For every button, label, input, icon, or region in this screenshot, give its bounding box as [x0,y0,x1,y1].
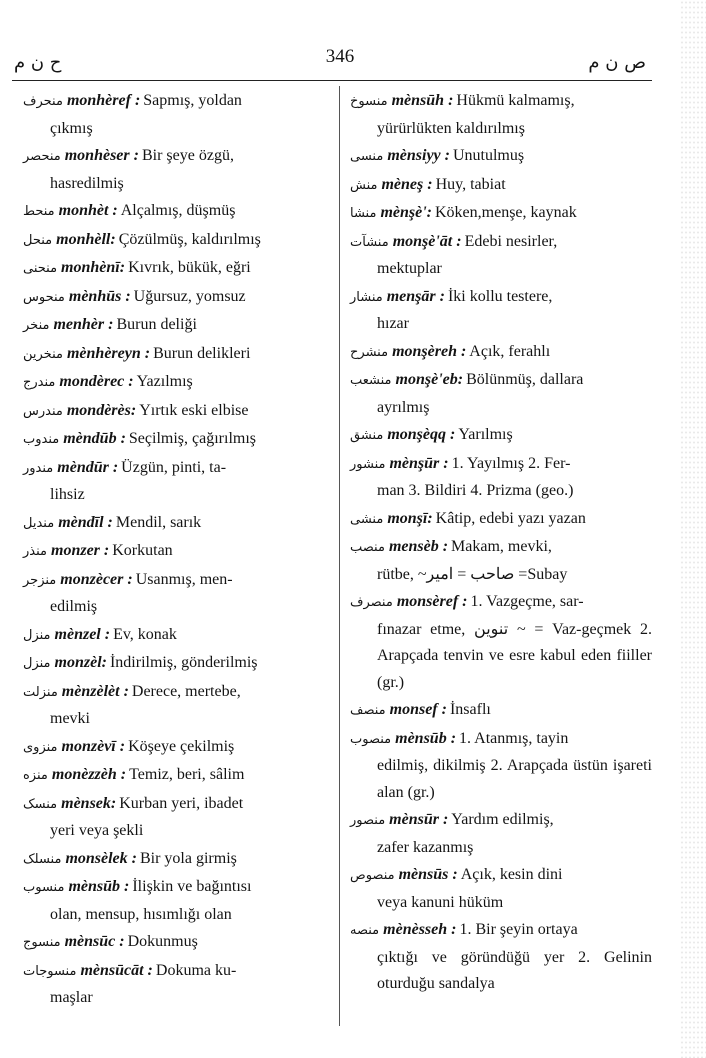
dictionary-entry [23,88,325,142]
entry-headword: mondèrec : [59,373,134,390]
dictionary-entry [350,88,652,142]
dictionary-entry [23,510,325,538]
entry-headword: mènsūs : [398,866,458,883]
entry-headword: monzècer : [60,570,133,588]
entry-headword: mènşūr : [389,454,449,472]
entry-arabic-script: منشور [350,456,386,472]
left-column [23,88,325,1013]
header-letters-right: ص ن م [588,52,646,73]
entry-headword: mènsiyy : [387,147,450,164]
entry-headword: monèzzèh : [51,766,127,783]
entry-headword: monhènī: [61,259,126,276]
entry-arabic-script: منسوجات [23,963,77,979]
entry-definition-continued: fınazar etme, تنوين ~ = Vaz-geçmek 2. Arapçada tenvin ve esre kabul eden fiiller (gr.) [377,620,653,691]
entry-arabic-script: منسوخ [350,94,388,109]
entry-definition: Kâtip, edebi yazı yazan [435,509,586,527]
dictionary-entry [23,650,325,678]
entry-arabic-script: مندور [23,460,54,476]
entry-definition-continued: hızar [377,315,409,332]
entry-arabic-script: منصوص [350,868,395,883]
entry-headword: monşī: [387,509,433,527]
entry-headword: monhèser : [64,147,139,164]
entry-headword: mènsūb : [395,729,457,747]
entry-arabic-script: منحوس [23,289,65,305]
dictionary-entry [350,367,652,421]
dictionary-entry [23,791,325,845]
entry-definition: Yırtık eski elbise [139,401,249,419]
dictionary-entry [350,862,652,916]
entry-arabic-script: منسک [23,796,58,812]
dictionary-entry [350,339,652,367]
entry-arabic-script: منزه [23,768,48,783]
entry-definition: Usanmış, men- [135,570,233,588]
entry-definition-continued: hasredilmiş [50,174,124,192]
dictionary-entry [350,506,652,534]
entry-arabic-script: مندوب [23,432,60,447]
entry-definition: Hükmü kalmamış, [456,92,575,109]
dictionary-entry [23,198,325,226]
entry-definition: Huy, tabiat [435,175,506,193]
entry-definition-continued: çıkmış [50,119,93,137]
entry-definition: Edebi nesirler, [464,232,558,250]
dictionary-entry [23,929,325,957]
entry-arabic-script: منشآت [350,234,389,250]
entry-definition-continued: zafer kazanmış [377,838,474,856]
entry-arabic-script: منزل [23,656,51,671]
entry-definition: 1. Yayılmış 2. Fer- [451,454,571,472]
entry-definition: Bölünmüş, dallara [466,371,584,388]
entry-definition: İlişkin ve bağıntısı [132,878,252,895]
entry-arabic-script: منشق [350,428,384,443]
entry-definition: 1. Bir şeyin ortaya [459,921,578,938]
entry-definition: Derece, mertebe, [131,682,241,700]
entry-definition: Seçilmiş, çağırılmış [128,430,256,447]
entry-headword: monsèlek : [65,849,137,867]
dictionary-entry [23,567,325,621]
entry-definition: Üzgün, pinti, ta- [121,458,227,476]
entry-definition: Dokuma ku- [155,961,237,979]
entry-definition: Yarılmış [458,426,513,443]
dictionary-entry [23,846,325,874]
entry-definition: Yazılmış [136,373,193,390]
entry-definition: İndirilmiş, gönderilmiş [109,654,258,671]
entry-definition: Burun delikleri [153,344,251,362]
entry-arabic-script: منصرف [350,595,393,610]
entry-definition-continued: man 3. Bildiri 4. Prizma (geo.) [377,482,574,499]
entry-arabic-script: منخرین [23,346,63,362]
page-header [0,44,706,78]
dictionary-entry [23,143,325,197]
header-letters-left: ح ن م [14,52,62,73]
dictionary-entry [23,312,325,340]
entry-definition: Kurban yeri, ibadet [119,794,244,812]
entry-definition: Açık, ferahlı [469,342,551,360]
entry-arabic-script: منزوی [23,739,58,755]
entry-arabic-script: منصب [350,540,385,555]
entry-arabic-script: منحط [23,204,55,219]
entry-headword: monşèqq : [387,426,456,443]
entry-headword: mènhèreyn : [66,344,151,362]
entry-arabic-script: منزلت [23,684,58,700]
dictionary-entry [23,455,325,509]
entry-headword: mènsūr : [389,811,449,828]
dictionary-entry [350,589,652,696]
entry-headword: mènşè': [380,204,432,221]
entry-definition-continued: edilmiş [50,598,98,615]
entry-headword: mensèb : [388,538,449,555]
entry-arabic-script: منشرح [350,344,389,360]
entry-arabic-script: منحنی [23,261,58,276]
entry-arabic-script: منسی [350,149,384,164]
entry-definition: İki kollu testere, [447,287,553,305]
entry-headword: mèneş : [381,175,433,193]
header-rule [12,80,652,81]
dictionary-entry [23,398,325,426]
entry-arabic-script: منشار [350,289,383,305]
entry-definition: Korkutan [112,542,173,559]
entry-headword: monşèreh : [392,342,467,360]
entry-headword: menşār : [386,287,445,305]
entry-definition-continued: rütbe, ~صاحب = امير =Subay [377,565,568,583]
entry-definition-continued: çıktığı ve göründüğü yer 2. Gelinin oturduğu sandalya [377,948,652,992]
dictionary-entry [23,284,325,312]
entry-arabic-script: منش [350,177,378,193]
entry-headword: monsef : [389,701,447,718]
dictionary-entry [23,679,325,733]
entry-definition: Alçalmış, düşmüş [120,202,236,219]
entry-definition-continued: maşlar [50,989,93,1006]
entry-headword: mènsūc : [64,933,125,950]
entry-headword: mèndīl : [58,513,113,531]
entry-headword: mènzèlèt : [61,682,129,700]
dictionary-entry [350,143,652,171]
dictionary-entry [350,172,652,200]
entry-headword: mondèrès: [66,401,137,419]
entry-arabic-script: منسوج [23,935,61,950]
dictionary-entry [23,622,325,650]
dictionary-entry [23,762,325,790]
entry-definition: Uğursuz, yomsuz [133,287,246,305]
dictionary-entry [350,534,652,588]
entry-headword: monşè'āt : [392,232,462,250]
entry-definition-continued: mektuplar [377,260,442,277]
entry-definition-continued: mevki [50,710,90,727]
dictionary-entry [350,807,652,861]
entry-arabic-script: منحرف [23,94,63,109]
entry-headword: mènsūh : [391,92,454,109]
entry-arabic-script: منشی [350,511,384,527]
entry-definition: Yardım edilmiş, [451,811,554,828]
dictionary-entry [350,200,652,228]
entry-headword: monsèref : [396,593,468,610]
dictionary-entry [350,284,652,338]
entry-definition: Unutulmuş [452,147,525,164]
entry-definition: İnsaflı [449,701,491,718]
dictionary-entry [23,874,325,928]
entry-definition: Makam, mevki, [451,538,552,555]
column-divider [339,86,340,1026]
entry-headword: mèndūr : [57,458,119,476]
entry-arabic-script: منحصر [23,149,61,164]
entry-definition: Köşeye çekilmiş [128,737,235,755]
entry-definition: Sapmış, yoldan [143,92,242,109]
entry-definition: Bir yola girmiş [139,849,237,867]
entry-headword: monzer : [51,542,110,559]
page-edge-texture [680,0,706,1058]
entry-definition-continued: edilmiş, dikilmiş 2. Arapçada üstün işareti alan (gr.) [377,757,652,801]
entry-headword: mènsūb : [68,878,130,895]
entry-definition-continued: olan, mensup, hısımlığı olan [50,905,232,923]
entry-headword: monzèvī : [61,737,126,755]
entry-headword: mènhūs : [68,287,131,305]
dictionary-entry [350,451,652,505]
dictionary-entry [350,229,652,283]
dictionary-entry [23,369,325,397]
entry-definition: Ev, konak [113,625,177,643]
entry-arabic-script: منزل [23,627,51,643]
entry-definition-continued: lihsiz [50,486,85,503]
entry-headword: mènsūcāt : [80,961,153,979]
entry-arabic-script: منشا [350,206,377,221]
dictionary-entry [23,538,325,566]
entry-definition: Köken,menşe, kaynak [435,204,577,221]
entry-headword: monhèll: [56,230,116,248]
dictionary-entry [23,255,325,283]
entry-headword: mènèsseh : [383,921,457,938]
entry-headword: monhèt : [58,202,118,219]
entry-arabic-script: مندرج [23,375,56,390]
entry-definition: Burun deliği [116,316,197,333]
entry-arabic-script: منسلک [23,851,62,867]
entry-definition: Dokunmuş [127,933,198,950]
entry-definition: Açık, kesin dini [460,866,563,883]
entry-headword: monhèref : [66,92,141,109]
entry-arabic-script: منحل [23,232,53,248]
entry-headword: monzèl: [54,654,107,671]
entry-arabic-script: منزجر [23,572,57,588]
entry-arabic-script: منخر [23,318,50,333]
entry-definition: 1. Vazgeçme, sar- [470,593,584,610]
dictionary-entry [23,426,325,454]
entry-arabic-script: مندرس [23,403,63,419]
dictionary-entry [23,734,325,762]
dictionary-entry [350,726,652,807]
dictionary-entry [350,697,652,725]
entry-arabic-script: منصوب [350,731,392,747]
entry-arabic-script: منصف [350,703,386,718]
entry-headword: mèndūb : [63,430,126,447]
entry-arabic-script: منذر [23,544,47,559]
page-number: 346 [325,46,355,67]
entry-definition-continued: veya kanuni hüküm [377,893,504,911]
entry-definition: Çözülmüş, kaldırılmış [118,230,261,248]
entry-arabic-script: منديل [23,515,55,531]
entry-arabic-script: منصور [350,813,386,828]
right-column [350,88,652,999]
entry-definition: Mendil, sarık [115,513,202,531]
entry-headword: mènsek: [61,794,117,812]
entry-arabic-script: منصه [350,923,380,938]
dictionary-entry [23,227,325,255]
dictionary-entry [350,917,652,998]
entry-definition: 1. Atanmış, tayin [459,729,569,747]
entry-arabic-script: منشعب [350,373,392,388]
entry-headword: monşè'eb: [395,371,464,388]
entry-definition: Kıvrık, bükük, eğri [128,259,251,276]
entry-definition-continued: ayrılmış [377,398,430,416]
entry-arabic-script: منسوب [23,880,65,895]
entry-definition-continued: yeri veya şekli [50,822,144,839]
entry-definition: Bir şeye özgü, [141,147,234,164]
entry-definition-continued: yürürlükten kaldırılmış [377,119,525,137]
entry-headword: menhèr : [53,316,114,333]
entry-headword: mènzel : [54,625,111,643]
entry-definition: Temiz, beri, sâlim [129,766,245,783]
dictionary-entry [350,422,652,450]
dictionary-entry [23,341,325,369]
dictionary-entry [23,958,325,1012]
